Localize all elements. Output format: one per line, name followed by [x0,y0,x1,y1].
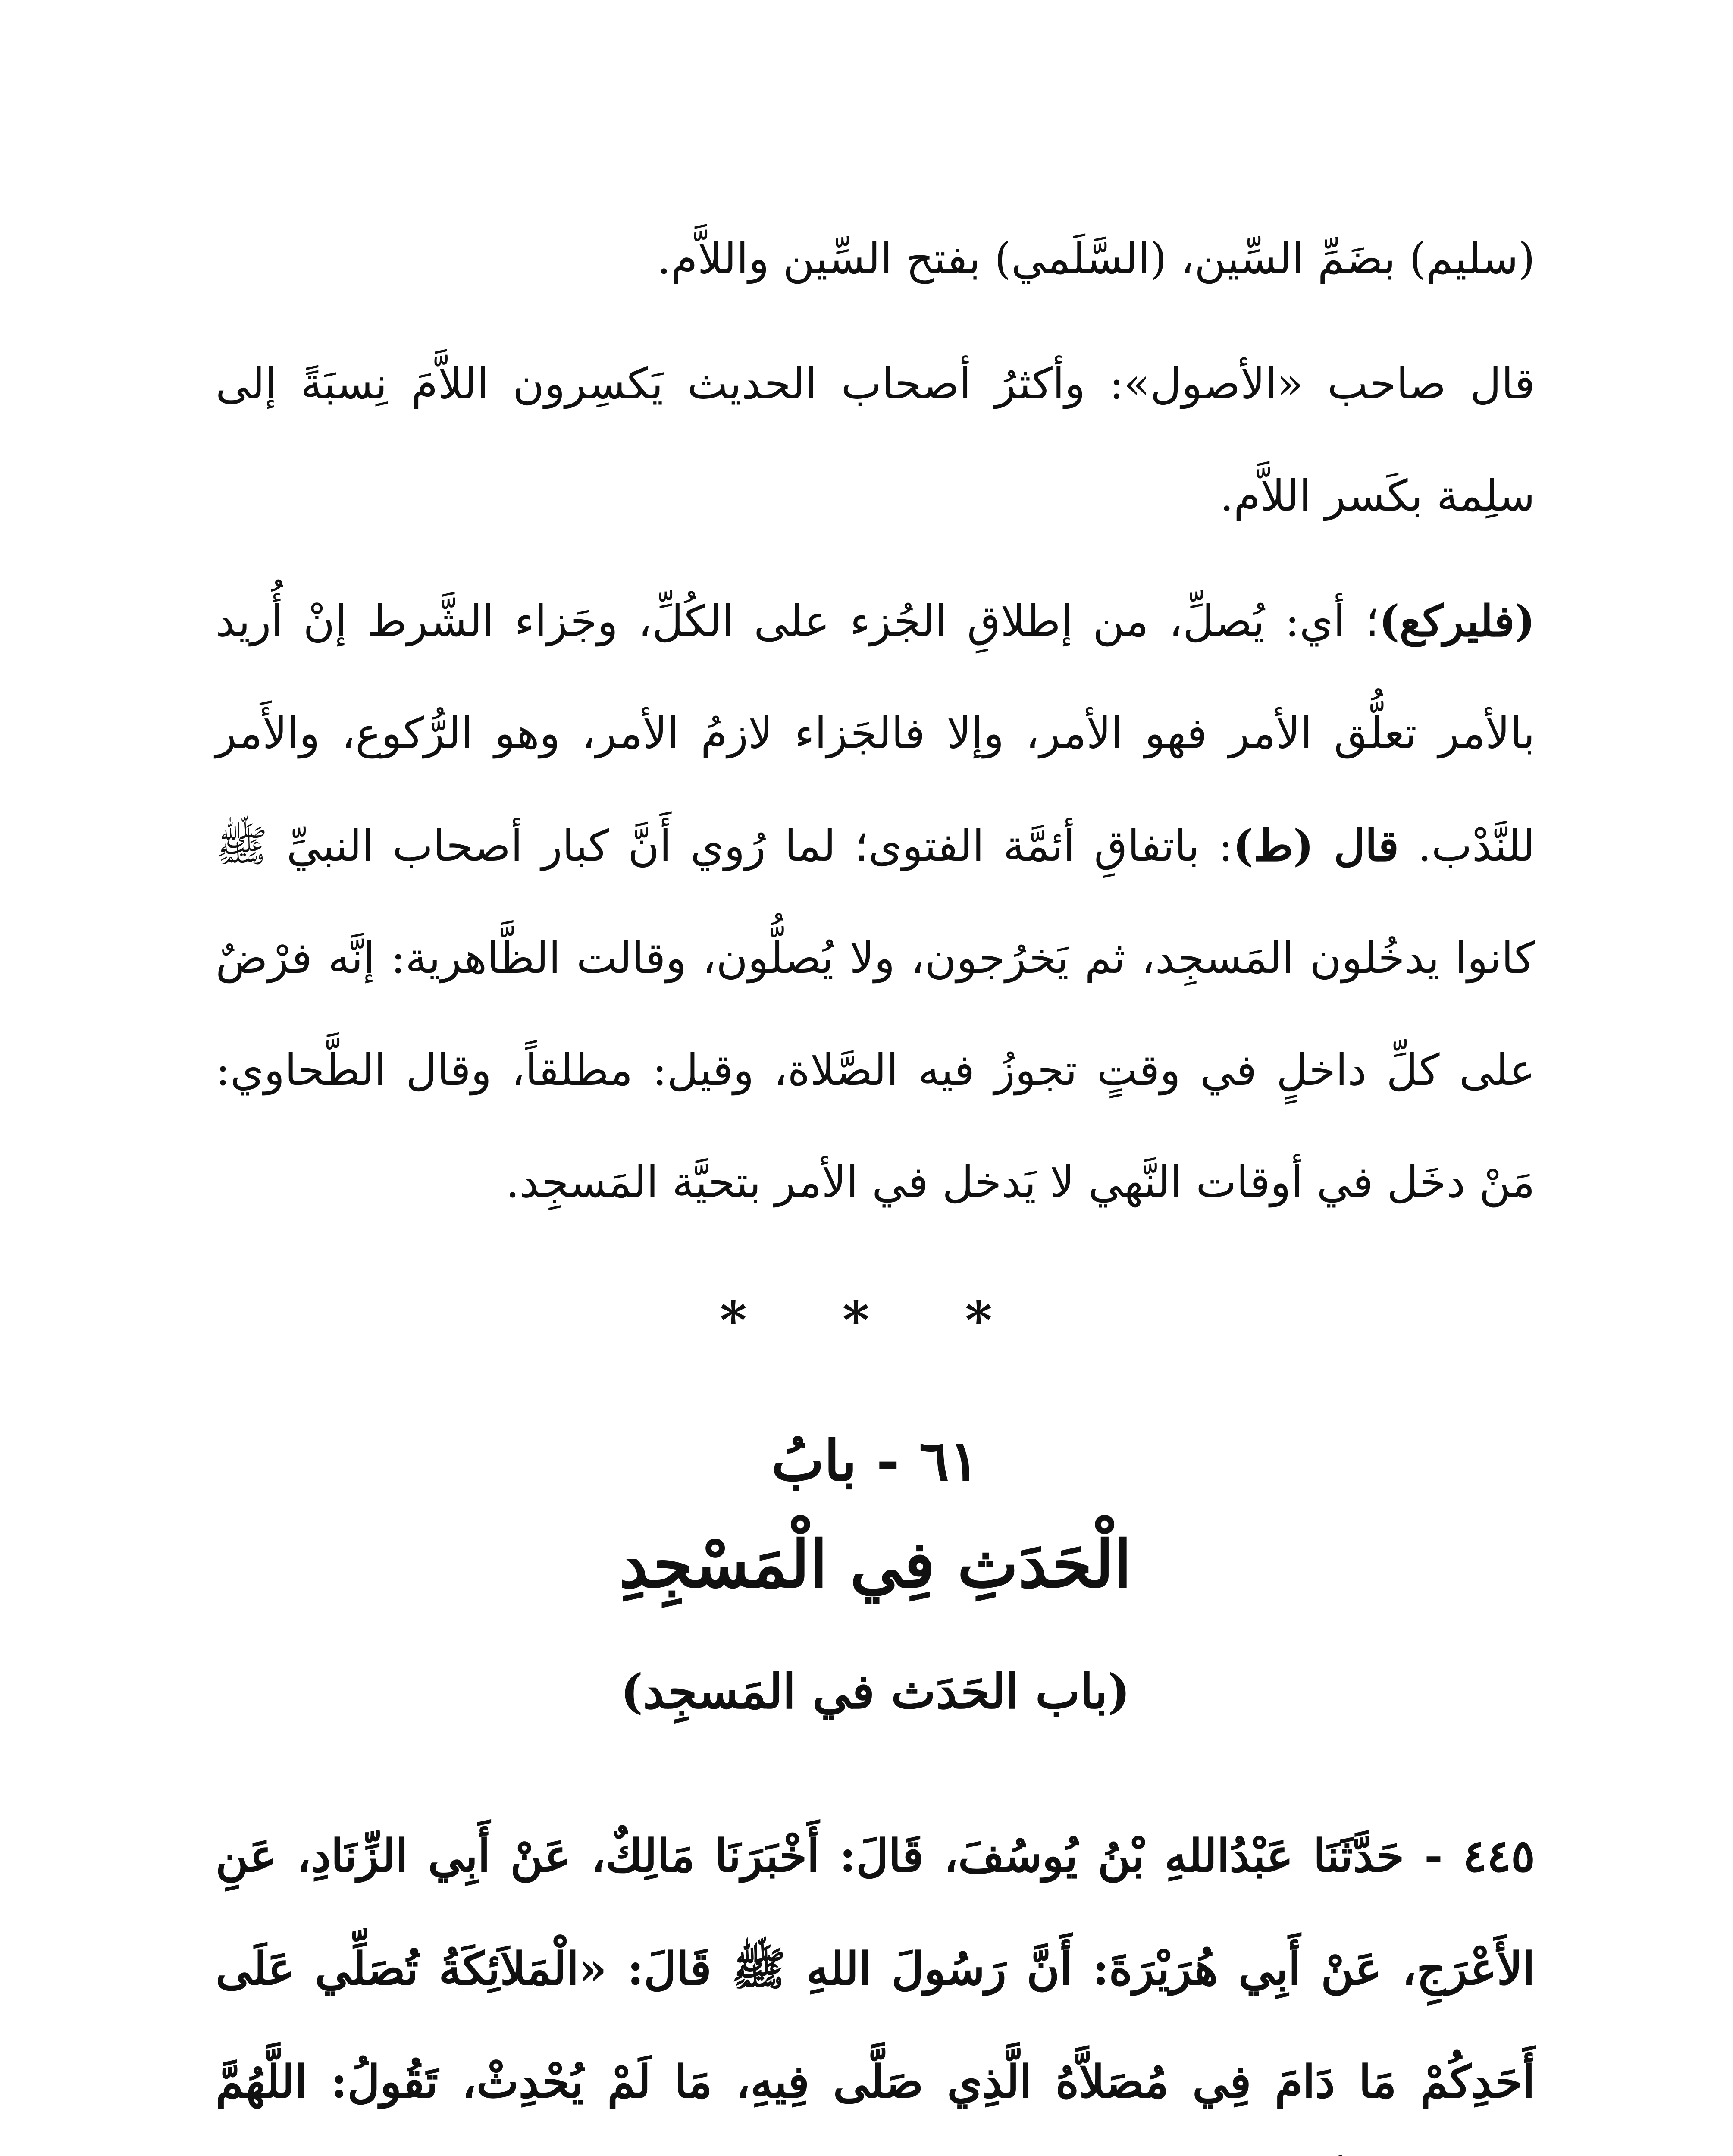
commentary-paragraph-2: قال صاحب «الأصول»: وأكثرُ أصحاب الحديث يَكسِرون اللاَّمَ نِسبَةً إلى سلِمة بكَسر اللاَّم. [216,358,1535,521]
commentary-paragraph-3 [216,565,1535,1238]
commentary-text-b: : باتفاقِ أئمَّة الفتوى؛ لما رُوي أَنَّ كبار أصحاب النبيِّ ﷺ كانوا يدخُلون المَسجِد، ثم يَخرُجون، ولا يُصلُّون، وقالت الظَّاهرية: إنَّه فرْضٌ على كلِّ داخلٍ في وقتٍ تجوزُ فيه الصَّلاة، وقيل: مطلقاً، وقال الطَّحاوي: مَنْ دخَل في أوقات النَّهي لا يَدخل في الأمر بتحيَّة المَسجِد. [216,821,1535,1207]
book-page [216,203,1535,2156]
hadith-text: ٤٤٥ - حَدَّثَنَا عَبْدُاللهِ بْنُ يُوسُفَ، قَالَ: أَخْبَرَنَا مَالِكٌ، عَنْ أَبِي الزِّنَادِ، عَنِ الأَعْرَجِ، عَنْ أَبِي هُرَيْرَةَ: أَنَّ رَسُولَ اللهِ ﷺ قَالَ: «الْمَلاَئِكَةُ تُصَلِّي عَلَى أَحَدِكُمْ مَا دَامَ فِي مُصَلاَّهُ الَّذِي صَلَّى فِيهِ، مَا لَمْ يُحْدِثْ، تَقُولُ: اللَّهُمَّ [216,1829,1535,2108]
commentary-lead-word: (فليركع) [1379,595,1535,646]
commentary-section [216,203,1535,1238]
commentary-text-a: ؛ أي: يُصلِّ، من إطلاقِ الجُزء على الكُلِّ، وجَزاء الشَّرط إنْ أُريد بالأمر تعلُّق الأمر فهو الأمر، وإلا فالجَزاء لازمُ الأمر، وهو الرُّكوع، والأَمر للنَّدْب. [216,596,1535,871]
commentary-paragraph-1: (سليم) بضَمِّ السِّين، (السَّلَمي) بفتح السِّين واللاَّم. [657,233,1535,284]
chapter-heading [216,1416,1535,1743]
chapter-subtitle: (باب الحَدَث في المَسجِد) [620,1664,1130,1719]
chapter-number: ٦١ - بابُ [771,1428,980,1494]
chapter-title: الْحَدَثِ فِي الْمَسْجِدِ [619,1526,1132,1602]
commentary-qala-marker: قال (ط) [1233,820,1399,871]
section-separator: * * * [720,1290,1031,1351]
